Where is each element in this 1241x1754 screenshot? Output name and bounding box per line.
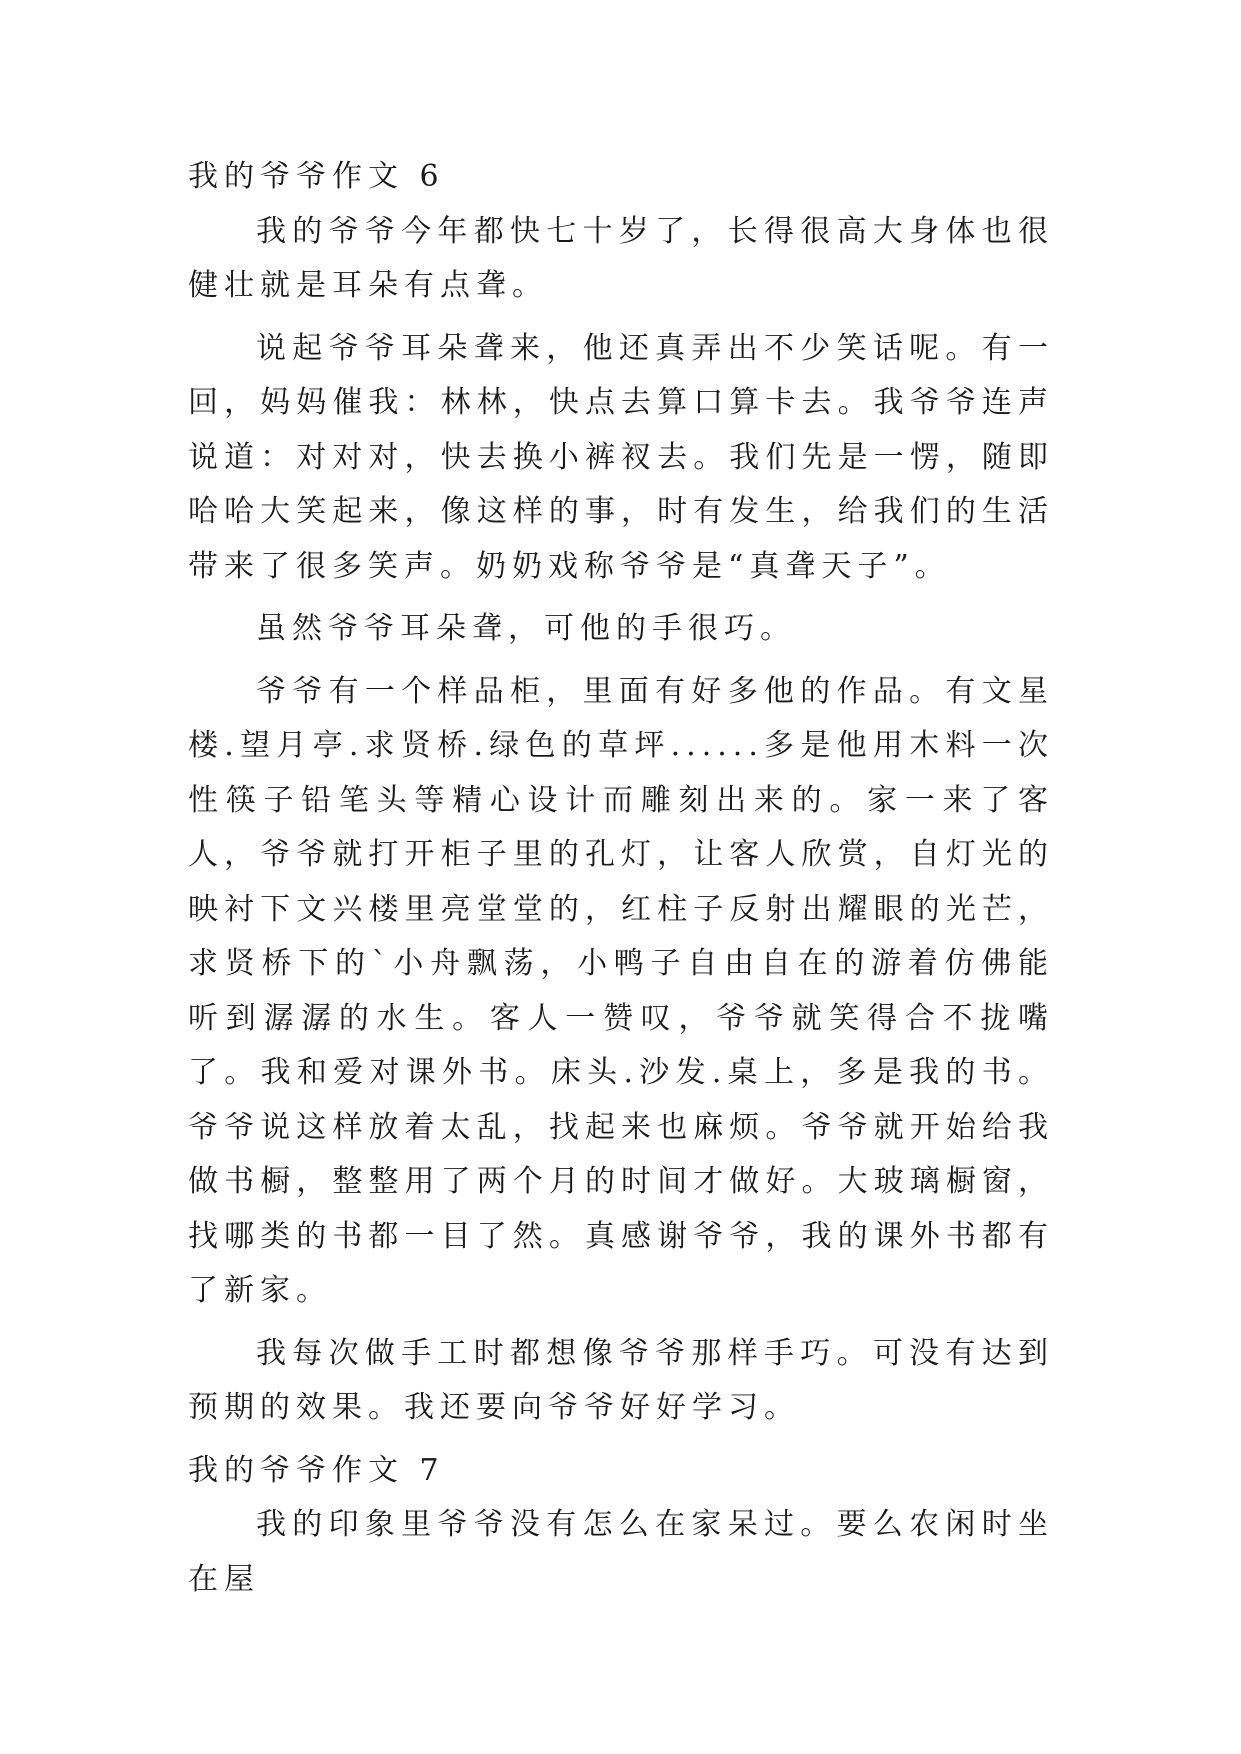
paragraph: 我每次做手工时都想像爷爷那样手巧。可没有达到预期的效果。我还要向爷爷好好学习。 (188, 1335, 1054, 1425)
essay-section-7 (188, 1444, 1054, 1608)
section-heading: 我的爷爷作文 6 (188, 159, 445, 194)
paragraph: 我的印象里爷爷没有怎么在家呆过。要么农闲时坐在屋 (188, 1507, 1054, 1597)
section-heading: 我的爷爷作文 7 (188, 1452, 445, 1488)
paragraph: 爷爷有一个样品柜，里面有好多他的作品。有文星楼.望月亭.求贤桥.绿色的草坪......多是他用木料一次性筷子铅笔头等精心设计而雕刻出来的。家一来了客人，爷爷就打开柜子里的孔灯，让客人欣赏，自灯光的映衬下文兴楼里亮堂堂的，红柱子反射出耀眼的光芒，求贤桥下的`小舟飘荡，小鸭子自由自在的游着仿佛能听到潺潺的水生。客人一赞叹，爷爷就笑得合不拢嘴了。我和爱对课外书。床头.沙发.桌上，多是我的书。爷爷说这样放着太乱，找起来也麻烦。爷爷就开始给我做书橱，整整用了两个月的时间才做好。大玻璃橱窗，找哪类的书都一目了然。真感谢爷爷，我的课外书都有了新家。 (188, 673, 1054, 1308)
essay-section-6 (188, 150, 1054, 1436)
paragraph: 我的爷爷今年都快七十岁了，长得很高大身体也很健壮就是耳朵有点聋。 (188, 213, 1054, 303)
paragraph: 虽然爷爷耳朵聋，可他的手很巧。 (256, 611, 796, 646)
paragraph: 说起爷爷耳朵聋来，他还真弄出不少笑话呢。有一回，妈妈催我：林林，快点去算口算卡去。我爷爷连声说道：对对对，快去换小裤衩去。我们先是一愣，随即哈哈大笑起来，像这样的事，时有发生，给我们的生活带来了很多笑声。奶奶戏称爷爷是“真聋天子”。 (188, 330, 1054, 584)
document-page (188, 150, 1054, 1607)
